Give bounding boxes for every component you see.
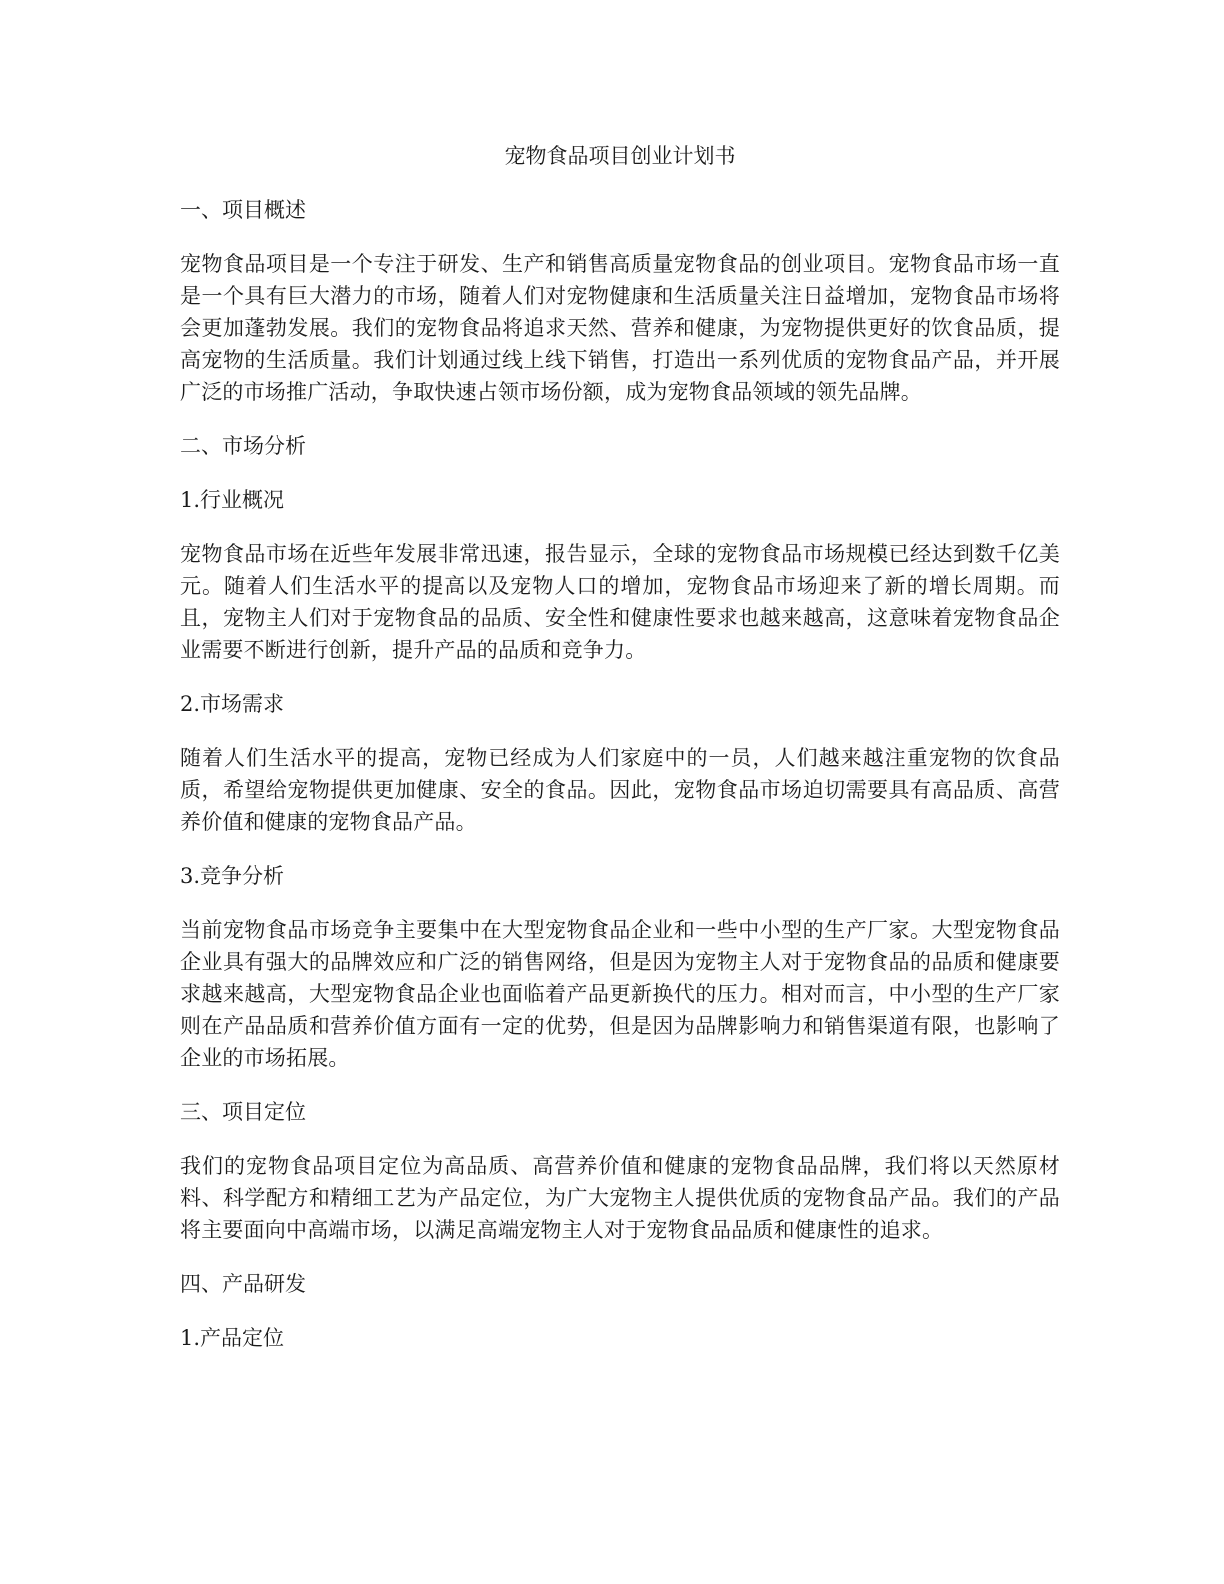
- subsection-heading: 1.产品定位: [180, 1326, 285, 1350]
- document-title: 宠物食品项目创业计划书: [504, 144, 736, 168]
- section-heading: 一、项目概述: [180, 198, 306, 222]
- section-heading: 二、市场分析: [180, 434, 306, 458]
- subsection-heading: 2.市场需求: [180, 692, 285, 716]
- document-page: [180, 140, 1060, 1376]
- paragraph: 随着人们生活水平的提高，宠物已经成为人们家庭中的一员，人们越来越注重宠物的饮食品质，希望给宠物提供更加健康、安全的食品。因此，宠物食品市场迫切需要具有高品质、高营养价值和健康的宠物食品产品。: [180, 746, 1060, 834]
- paragraph: 宠物食品市场在近些年发展非常迅速，报告显示，全球的宠物食品市场规模已经达到数千亿美元。随着人们生活水平的提高以及宠物人口的增加，宠物食品市场迎来了新的增长周期。而且，宠物主人们对于宠物食品的品质、安全性和健康性要求也越来越高，这意味着宠物食品企业需要不断进行创新，提升产品的品质和竞争力。: [180, 542, 1060, 662]
- document-body: [180, 194, 1060, 1354]
- section-heading: 四、产品研发: [180, 1272, 306, 1296]
- subsection-heading: 1.行业概况: [180, 488, 285, 512]
- paragraph: 宠物食品项目是一个专注于研发、生产和销售高质量宠物食品的创业项目。宠物食品市场一直是一个具有巨大潜力的市场，随着人们对宠物健康和生活质量关注日益增加，宠物食品市场将会更加蓬勃发展。我们的宠物食品将追求天然、营养和健康，为宠物提供更好的饮食品质，提高宠物的生活质量。我们计划通过线上线下销售，打造出一系列优质的宠物食品产品，并开展广泛的市场推广活动，争取快速占领市场份额，成为宠物食品领域的领先品牌。: [180, 252, 1060, 404]
- paragraph: 当前宠物食品市场竞争主要集中在大型宠物食品企业和一些中小型的生产厂家。大型宠物食品企业具有强大的品牌效应和广泛的销售网络，但是因为宠物主人对于宠物食品的品质和健康要求越来越高，大型宠物食品企业也面临着产品更新换代的压力。相对而言，中小型的生产厂家则在产品品质和营养价值方面有一定的优势，但是因为品牌影响力和销售渠道有限，也影响了企业的市场拓展。: [180, 918, 1060, 1070]
- subsection-heading: 3.竞争分析: [180, 864, 285, 888]
- paragraph: 我们的宠物食品项目定位为高品质、高营养价值和健康的宠物食品品牌，我们将以天然原材料、科学配方和精细工艺为产品定位，为广大宠物主人提供优质的宠物食品产品。我们的产品将主要面向中高端市场，以满足高端宠物主人对于宠物食品品质和健康性的追求。: [180, 1154, 1060, 1242]
- section-heading: 三、项目定位: [180, 1100, 306, 1124]
